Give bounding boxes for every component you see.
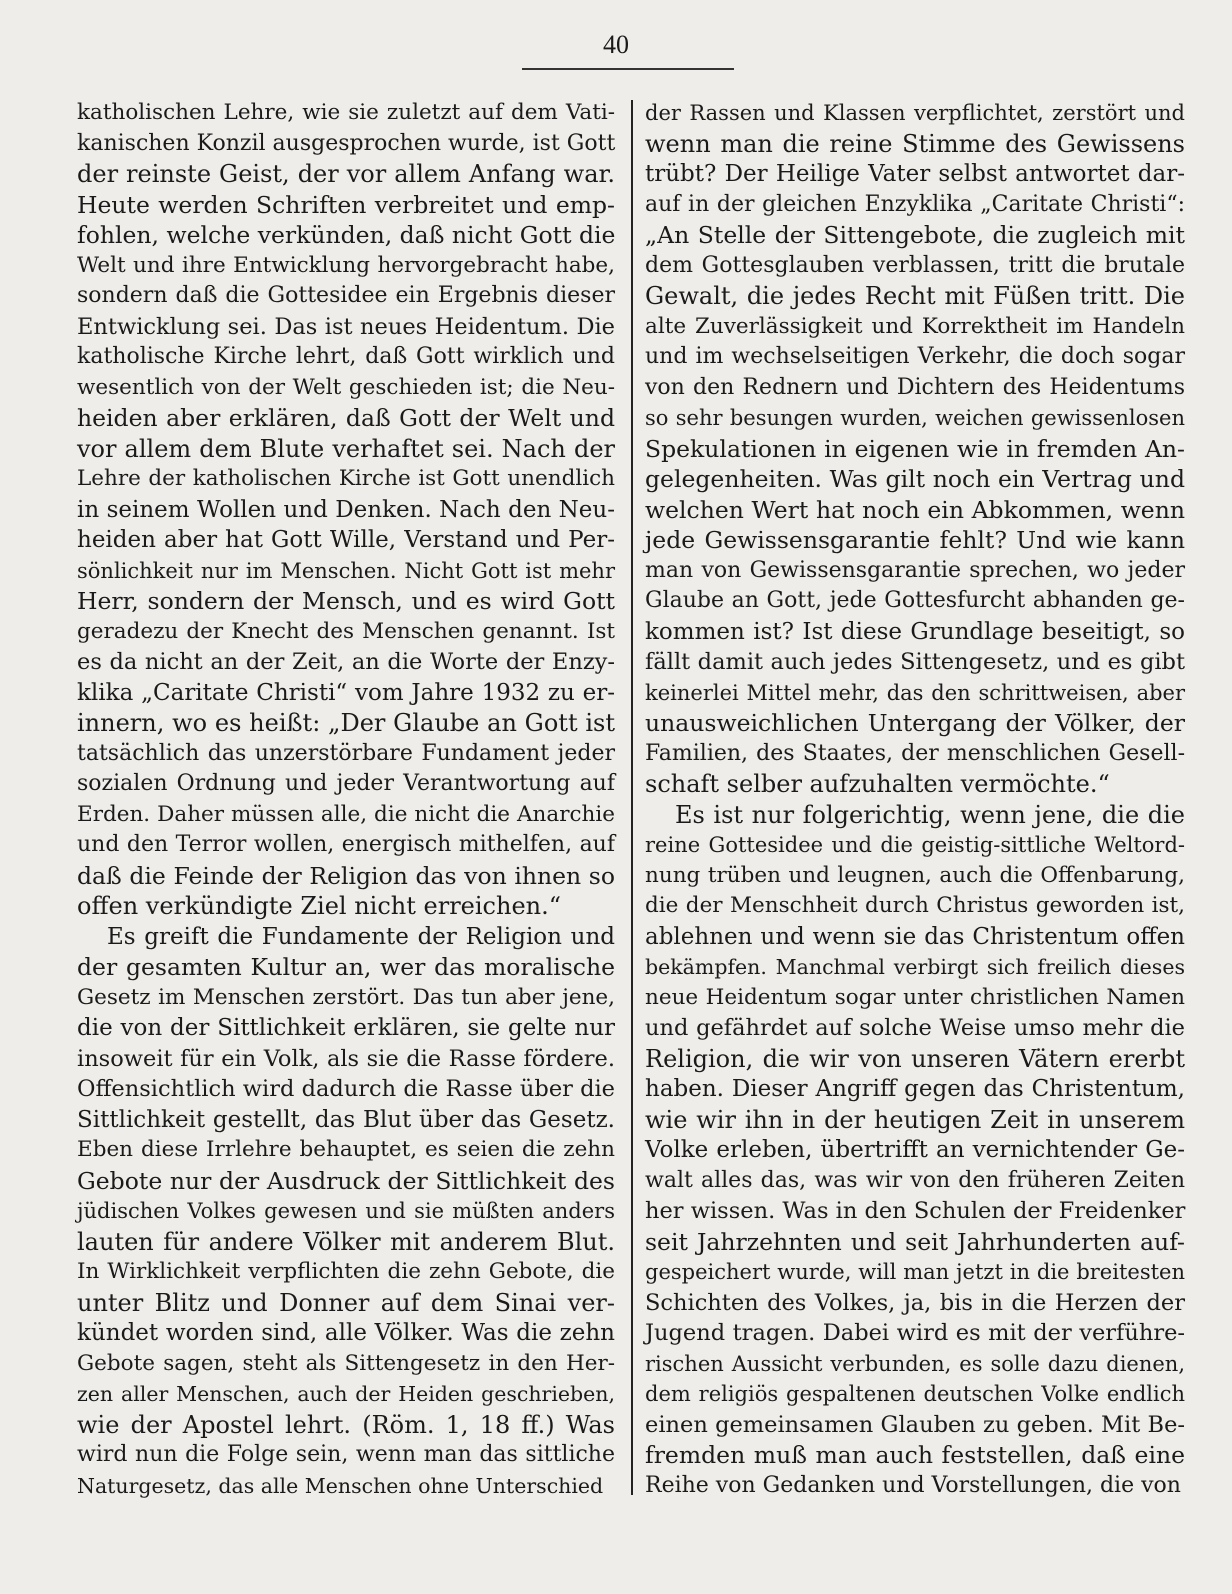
text-line: wesentlich von der Welt geschieden ist; die Neu-	[77, 374, 615, 400]
text-line: unausweichlichen Untergang der Völker, der	[645, 709, 1185, 737]
text-line: insoweit für ein Volk, als sie die Rasse fördere.	[77, 1045, 615, 1072]
text-line: Gewalt, die jedes Recht mit Füßen tritt. Die	[645, 282, 1185, 310]
text-line: heiden aber erklären, daß Gott der Welt und	[77, 404, 615, 432]
text-line: kanischen Konzil ausgesprochen wurde, ist Gott	[77, 130, 616, 156]
text-line: Sittlichkeit gestellt, das Blut über das Gesetz.	[77, 1106, 615, 1133]
text-line: Naturgesetz, das alle Menschen ohne Unterschied	[77, 1473, 604, 1498]
text-line: daß die Feinde der Religion das von ihnen so	[77, 861, 615, 890]
text-line: Lehre der katholischen Kirche ist Gott unendlich	[77, 466, 615, 491]
text-line: einen gemeinsamen Glauben zu geben. Mit Be-	[645, 1411, 1185, 1438]
text-line: unter Blitz und Donner auf dem Sinai ver-	[77, 1288, 615, 1317]
text-line: zen aller Menschen, auch der Heiden geschrieben,	[77, 1382, 615, 1406]
text-line: walt alles das, was wir von den früheren Zeiten	[645, 1167, 1185, 1193]
text-line: Jugend tragen. Dabei wird es mit der verführe-	[645, 1320, 1185, 1346]
text-line: der gesamten Kultur an, wer das moralische	[77, 953, 615, 981]
text-line: die von der Sittlichkeit erklären, sie gelte nur	[77, 1015, 615, 1041]
header-rule	[522, 68, 734, 70]
text-line: geradezu der Knecht des Menschen genannt. Ist	[77, 618, 615, 644]
text-line: dem religiös gespaltenen deutschen Volke endlich	[645, 1382, 1185, 1406]
text-line: lauten für andere Völker mit anderem Blut.	[77, 1227, 615, 1256]
text-line: und gefährdet auf solche Weise umso mehr die	[645, 1015, 1185, 1041]
text-line: ablehnen und wenn sie das Christentum offen	[645, 923, 1185, 950]
text-line: sozialen Ordnung und jeder Verantwortung auf	[77, 771, 615, 796]
text-line: heiden aber hat Gott Wille, Verstand und Per-	[77, 527, 615, 553]
text-line: Gesetz im Menschen zerstört. Das tun aber jene,	[77, 984, 615, 1010]
text-line: keinerlei Mittel mehr, das den schrittweisen, aber	[645, 680, 1185, 705]
text-line: welchen Wert hat noch ein Abkommen, wenn	[645, 495, 1185, 524]
text-line: wenn man die reine Stimme des Gewissens	[645, 129, 1185, 158]
text-line: und im wechselseitigen Verkehr, die doch sogar	[645, 344, 1185, 369]
text-line: Offensichtlich wird dadurch die Rasse über die	[77, 1076, 615, 1102]
left-column	[77, 98, 615, 1501]
text-line: Welt und ihre Entwicklung hervorgebracht habe,	[77, 252, 615, 278]
text-line: kommen ist? Ist diese Grundlage beseitigt, so	[645, 618, 1185, 645]
text-line: gelegenheiten. Was gilt noch ein Vertrag und	[645, 465, 1185, 493]
text-line: man von Gewissensgarantie sprechen, wo jeder	[645, 557, 1185, 583]
text-line: Es greift die Fundamente der Religion und	[107, 923, 615, 950]
text-line: Entwicklung sei. Das ist neues Heidentum. Die	[77, 313, 615, 340]
text-line: her wissen. Was in den Schulen der Freidenker	[645, 1198, 1186, 1224]
text-line: sönlichkeit nur im Menschen. Nicht Gott ist mehr	[77, 558, 615, 583]
text-line: von den Rednern und Dichtern des Heidentums	[645, 374, 1185, 400]
text-line: auf in der gleichen Enzyklika „Caritate Christi“:	[645, 191, 1185, 217]
text-line: und den Terror wollen, energisch mithelfen, auf	[77, 832, 615, 857]
text-line: fremden muß man auch feststellen, daß eine	[645, 1441, 1185, 1469]
text-line: Eben diese Irrlehre behauptet, es seien die zehn	[77, 1137, 615, 1162]
text-line: jüdischen Volkes gewesen und sie müßten anders	[77, 1199, 615, 1223]
text-line: klika „Caritate Christi“ vom Jahre 1932 zu er-	[77, 679, 615, 706]
text-line: jede Gewissensgarantie fehlt? Und wie kann	[645, 526, 1185, 554]
text-line: Gebote sagen, steht als Sittengesetz in den Her-	[77, 1350, 615, 1376]
text-line: nung trüben und leugnen, auch die Offenbarung,	[645, 862, 1185, 888]
text-line: Gebote nur der Ausdruck der Sittlichkeit des	[77, 1166, 615, 1195]
right-column	[645, 98, 1185, 1501]
text-line: in seinem Wollen und Denken. Nach den Neu-	[77, 496, 615, 523]
text-line: Glaube an Gott, jede Gottesfurcht abhanden ge-	[645, 588, 1185, 613]
text-line: reine Gottesidee und die geistig-sittliche Weltord-	[645, 833, 1185, 857]
text-line: wie wir ihn in der heutigen Zeit in unserem	[645, 1105, 1185, 1134]
text-line: Schichten des Volkes, ja, bis in die Herzen der	[645, 1289, 1185, 1316]
page-number: 40	[603, 30, 629, 59]
column-divider	[631, 100, 633, 1495]
text-line: Religion, die wir von unseren Vätern ererbt	[645, 1044, 1185, 1073]
text-line: Herr, sondern der Mensch, und es wird Gott	[77, 587, 615, 615]
text-line: so sehr besungen wurden, weichen gewissenlosen	[645, 406, 1185, 430]
text-line: seit Jahrzehnten und seit Jahrhunderten auf-	[645, 1227, 1185, 1256]
text-line: katholische Kirche lehrt, daß Gott wirklich und	[77, 344, 615, 369]
text-line: alte Zuverlässigkeit und Korrektheit im Handeln	[645, 313, 1185, 339]
text-line: „An Stelle der Sittengebote, die zugleich mit	[645, 221, 1185, 249]
text-line: Familien, des Staates, der menschlichen Gesell-	[645, 740, 1185, 766]
text-line: schaft selber aufzuhalten vermöchte.“	[645, 770, 1110, 798]
text-line: tatsächlich das unzerstörbare Fundament jeder	[77, 740, 615, 766]
text-line: der Rassen und Klassen verpflichtet, zerstört und	[645, 101, 1185, 125]
text-line: wie der Apostel lehrt. (Röm. 1, 18 ff.) Was	[77, 1410, 615, 1439]
text-line: der reinste Geist, der vor allem Anfang war.	[77, 160, 615, 188]
text-line: katholischen Lehre, wie sie zuletzt auf dem Vati-	[77, 100, 615, 125]
text-line: es da nicht an der Zeit, an die Worte der Enzy-	[77, 649, 615, 675]
text-line: rischen Aussicht verbunden, es solle dazu dienen,	[645, 1351, 1185, 1376]
text-line: sondern daß die Gottesidee ein Ergebnis dieser	[77, 283, 615, 308]
text-line: vor allem dem Blute verhaftet sei. Nach der	[77, 434, 615, 463]
text-line: die der Menschheit durch Christus geworden ist,	[645, 893, 1185, 918]
text-line: Reihe von Gedanken und Vorstellungen, die von	[645, 1472, 1181, 1498]
text-line: In Wirklichkeit verpflichten die zehn Gebote, die	[77, 1259, 615, 1284]
text-line: neue Heidentum sogar unter christlichen Namen	[645, 984, 1185, 1010]
text-line: Erden. Daher müssen alle, die nicht die Anarchie	[77, 801, 615, 827]
text-line: bekämpfen. Manchmal verbirgt sich freilich dieses	[645, 955, 1185, 979]
text-line: dem Gottesglauben verblassen, tritt die brutale	[645, 252, 1185, 278]
text-line: Heute werden Schriften verbreitet und emp-	[77, 190, 615, 219]
text-line: fohlen, welche verkünden, daß nicht Gott die	[77, 221, 616, 249]
text-line: fällt damit auch jedes Sittengesetz, und es gibt	[645, 649, 1185, 675]
text-line: Volke erleben, übertrifft an vernichtender Ge-	[645, 1137, 1185, 1163]
text-line: gespeichert wurde, will man jetzt in die breitesten	[645, 1260, 1185, 1284]
text-line: innern, wo es heißt: „Der Glaube an Gott ist	[77, 709, 615, 737]
text-line: Spekulationen in eigenen wie in fremden An-	[645, 434, 1185, 463]
text-line: kündet worden sind, alle Völker. Was die zehn	[77, 1320, 615, 1346]
text-line: Es ist nur folgerichtig, wenn jene, die die	[675, 800, 1185, 829]
text-line: wird nun die Folge sein, wenn man das sittliche	[77, 1442, 615, 1467]
text-line: haben. Dieser Angriff gegen das Christentum,	[645, 1076, 1185, 1102]
text-line: offen verkündigte Ziel nicht erreichen.“	[77, 892, 562, 920]
text-line: trübt? Der Heilige Vater selbst antwortet dar-	[645, 161, 1185, 187]
